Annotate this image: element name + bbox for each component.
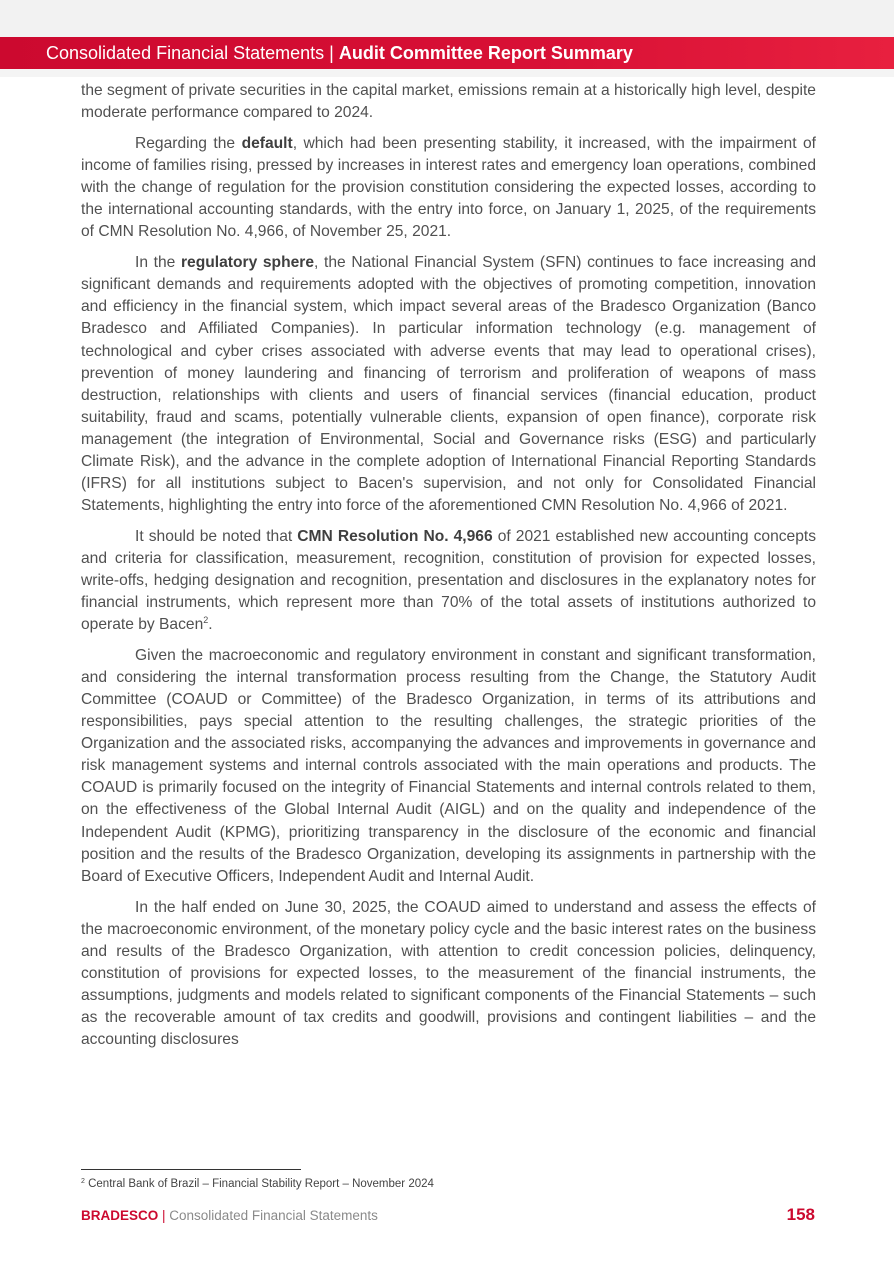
paragraph-cmn-end: . xyxy=(208,616,213,634)
footer-brand: BRADESCO xyxy=(81,1208,159,1223)
paragraph-continuation: the segment of private securities in the capital market, emissions remain at a historically high level, despite moderate performance compared to 2024. xyxy=(81,82,816,122)
footnote xyxy=(81,1178,434,1190)
paragraph-regulatory xyxy=(81,252,816,517)
paragraph-default-lead: Regarding the xyxy=(135,135,242,153)
paragraph-default-text: , which had been presenting stability, it increased, with the impairment of income of families rising, pressed by increases in interest rates and emergency loan operations, combined with the change of regulation for the provision constitution considering the expected losses, according to the international accounting standards, with the entry into force, on January 1, 2025, of the requirements of CMN Resolution No. 4,966, of November 25, 2021. xyxy=(81,135,817,241)
paragraph-regulatory-lead: In the xyxy=(135,254,181,272)
paragraph-regulatory-text: , the National Financial System (SFN) continues to face increasing and significant demands and requirements adopted with the objectives of promoting competition, innovation and efficiency in the financial system, which impact several areas of the Bradesco Organization (Banco Bradesco and Affiliated Companies). In particular information technology (e.g. management of technological and cyber crises associated with adverse events that may lead to operational crises), prevention of money laundering and financing of terrorism and proliferation of weapons of mass destruction, relationships with clients and users of financial services (financial education, product suitability, fraud and scams, potentially vulnerable clients, expansion of open finance), corporate risk management (the integration of Environmental, Social and Governance risks (ESG) and particularly Climate Risk), and the advance in the complete adoption of International Financial Reporting Standards (IFRS) for all institutions subject to Bacen's supervision, and not only for Consolidated Financial Statements, highlighting the entry into force of the aforementioned CMN Resolution No. 4,966 of 2021. xyxy=(81,254,816,514)
paragraph-environment: Given the macroeconomic and regulatory environment in constant and significant transformation, and considering the internal transformation process resulting from the Change, the Statutory Audit Committee (COAUD or Committee) of the Bradesco Organization, in terms of its attributions and responsibilities, pays special attention to the resulting challenges, the strategic priorities of the Organization and the associated risks, accompanying the advances and improvements in governance and risk management systems and internal controls associated with the main operations and products. The COAUD is primarily focused on the integrity of Financial Statements and internal controls related to them, on the effectiveness of the Global Internal Audit (AIGL) and on the quality and independence of the Independent Audit (KPMG), prioritizing transparency in the disclosure of the economic and financial position and the results of the Bradesco Organization, developing its assignments in partnership with the Board of Executive Officers, Independent Audit and Internal Audit. xyxy=(81,647,816,885)
paragraph-cmn-text: of 2021 established new accounting concepts and criteria for classification, measurement, recognition, constitution of provision for expected losses, write-offs, hedging designation and recognition, presentation and disclosures in the explanatory notes for financial instruments, which represent more than 70% of the total assets of institutions authorized to operate by Bacen xyxy=(81,527,817,634)
footer-document-title: Consolidated Financial Statements xyxy=(169,1208,378,1223)
footnote-reference: 2 xyxy=(203,615,209,626)
footnote-text: Central Bank of Brazil – Financial Stability Report – November 2024 xyxy=(84,1178,434,1190)
report-body xyxy=(81,80,816,1060)
page-header xyxy=(0,37,894,69)
footer-separator: | xyxy=(158,1208,170,1223)
header-underlay xyxy=(0,69,894,77)
paragraph-default xyxy=(81,133,816,243)
header-title xyxy=(46,43,633,64)
paragraph-cmn-lead: It should be noted that xyxy=(135,527,298,545)
top-margin xyxy=(0,0,894,37)
footnote-marker: 2 xyxy=(81,1178,85,1185)
page-footer xyxy=(81,1208,378,1223)
paragraph-default-keyword: default xyxy=(241,135,293,153)
header-section: Consolidated Financial Statements xyxy=(46,42,325,63)
paragraph-half-year: In the half ended on June 30, 2025, the COAUD aimed to understand and assess the effects of the macroeconomic environment, of the monetary policy cycle and the basic interest rates on the business and results of the Bradesco Organization, with attention to credit concession policies, delinquency, constitution of provisions for expected losses, to the measurement of the financial instruments, the assumptions, judgments and models related to significant components of the Financial Statements – such as the recoverable amount of tax credits and goodwill, provisions and contingent liabilities – and the accounting disclosures xyxy=(81,898,816,1048)
paragraph-cmn-resolution xyxy=(81,526,816,636)
page-number: 158 xyxy=(786,1205,815,1224)
header-subsection: Audit Committee Report Summary xyxy=(338,42,633,63)
paragraph-regulatory-keyword: regulatory sphere xyxy=(180,254,315,272)
paragraph-cmn-keyword: CMN Resolution No. 4,966 xyxy=(297,527,493,545)
footnote-divider xyxy=(81,1169,301,1170)
header-separator: | xyxy=(324,42,339,63)
